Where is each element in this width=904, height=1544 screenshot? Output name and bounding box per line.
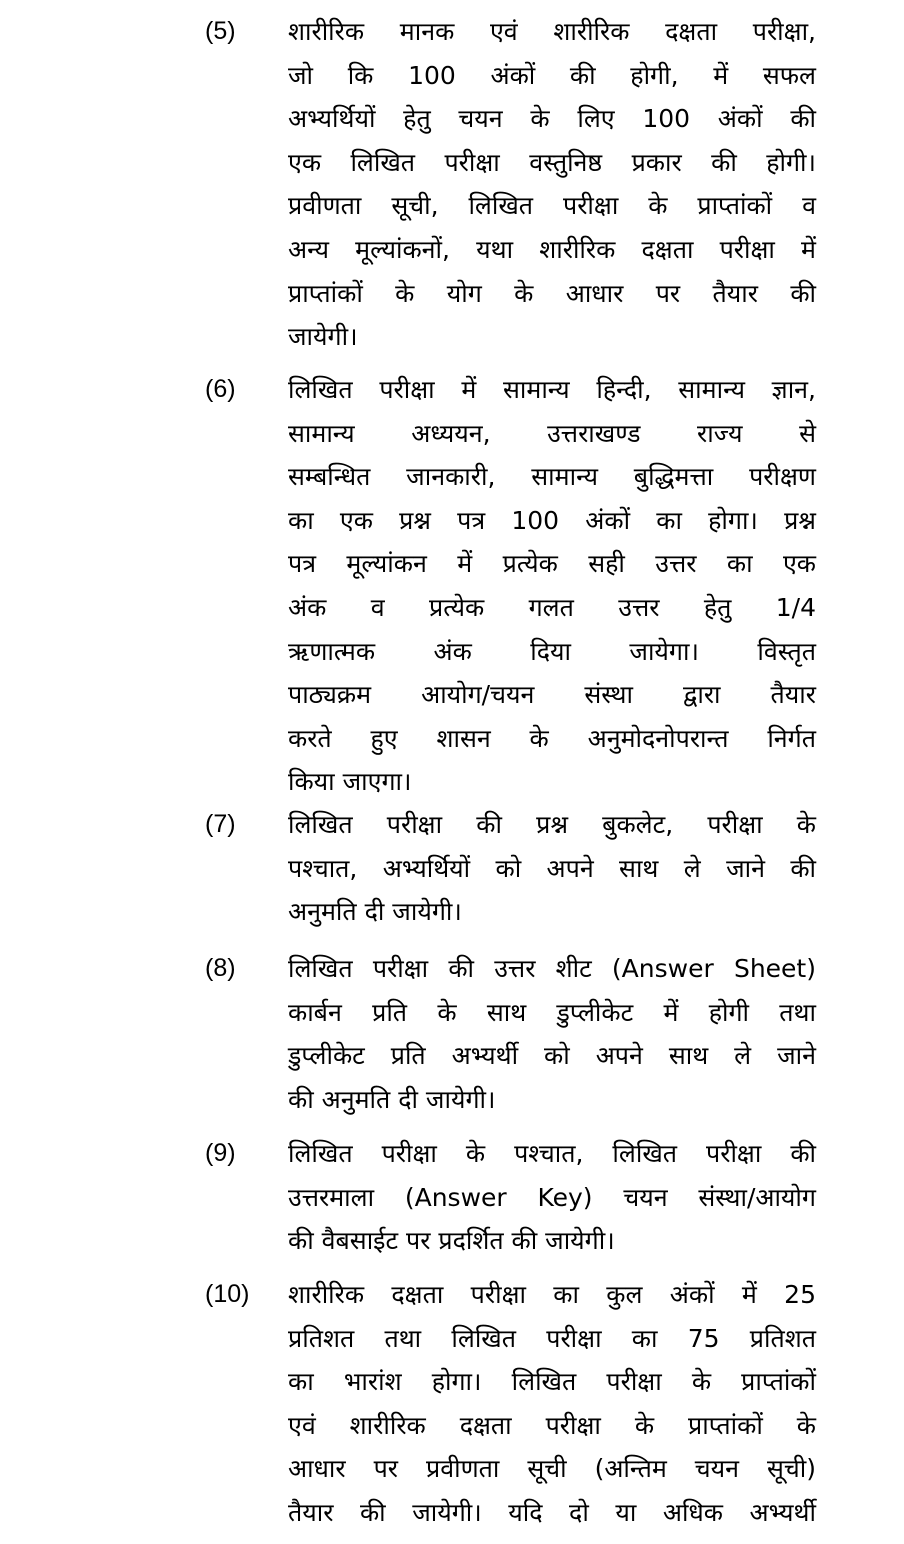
clause-text <box>288 947 816 1121</box>
clause-text <box>288 10 816 359</box>
text-line: प्रवीणता सूची, लिखित परीक्षा के प्राप्तांकों व <box>288 191 816 221</box>
text-line: एक लिखित परीक्षा वस्तुनिष्ठ प्रकार की होगी। <box>288 147 816 177</box>
text-line: अभ्यर्थियों हेतु चयन के लिए 100 अंकों की <box>288 104 816 134</box>
clause-number: (7) <box>205 810 236 838</box>
clause-number: (10) <box>205 1280 250 1308</box>
text-line: करते हुए शासन के अनुमोदनोपरान्त निर्गत <box>288 723 816 753</box>
text-line: आधार पर प्रवीणता सूची (अन्तिम चयन सूची) <box>288 1454 816 1484</box>
clause-text <box>288 1132 816 1263</box>
text-line: तैयार की जायेगी। यदि दो या अधिक अभ्यर्थी <box>288 1497 816 1527</box>
text-line: अंक व प्रत्येक गलत उत्तर हेतु 1/4 <box>288 592 816 622</box>
text-line: अनुमति दी जायेगी। <box>288 897 462 927</box>
clause-number: (6) <box>205 375 236 403</box>
clause-text <box>288 803 816 934</box>
text-line: जो कि 100 अंकों की होगी, में सफल <box>288 60 816 90</box>
text-line: प्रतिशत तथा लिखित परीक्षा का 75 प्रतिशत <box>288 1323 816 1353</box>
text-line: जायेगी। <box>288 322 358 352</box>
clause-number: (8) <box>205 954 236 982</box>
text-line: उत्तरमाला (Answer Key) चयन संस्था/आयोग <box>288 1182 816 1212</box>
text-line: सामान्य अध्ययन, उत्तराखण्ड राज्य से <box>288 418 816 448</box>
clause-text <box>288 1273 816 1535</box>
text-line: एवं शारीरिक दक्षता परीक्षा के प्राप्तांकों के <box>288 1410 816 1440</box>
text-line: ऋणात्मक अंक दिया जायेगा। विस्तृत <box>288 636 816 666</box>
text-line: किया जाएगा। <box>288 767 412 797</box>
text-line: लिखित परीक्षा में सामान्य हिन्दी, सामान्य ज्ञान, <box>288 375 816 404</box>
text-line: प्राप्तांकों के योग के आधार पर तैयार की <box>288 278 816 308</box>
text-line: की वैबसाईट पर प्रदर्शित की जायेगी। <box>288 1226 615 1256</box>
text-line: शारीरिक मानक एवं शारीरिक दक्षता परीक्षा, <box>288 17 816 46</box>
text-line: लिखित परीक्षा की प्रश्न बुकलेट, परीक्षा के <box>288 810 816 839</box>
text-line: का भारांश होगा। लिखित परीक्षा के प्राप्तांकों <box>288 1367 816 1397</box>
text-line: का एक प्रश्न पत्र 100 अंकों का होगा। प्रश्न <box>288 505 816 535</box>
text-line: अन्य मूल्यांकनों, यथा शारीरिक दक्षता परीक्षा में <box>288 234 816 264</box>
clause-text <box>288 368 816 804</box>
text-line: सम्बन्धित जानकारी, सामान्य बुद्धिमत्ता परीक्षण <box>288 462 816 492</box>
text-line: डुप्लीकेट प्रति अभ्यर्थी को अपने साथ ले जाने <box>288 1041 816 1071</box>
text-line: पत्र मूल्यांकन में प्रत्येक सही उत्तर का एक <box>288 549 816 579</box>
text-line: शारीरिक दक्षता परीक्षा का कुल अंकों में 25 <box>288 1280 816 1309</box>
text-line: पाठ्यक्रम आयोग/चयन संस्था द्वारा तैयार <box>288 680 816 710</box>
text-line: की अनुमति दी जायेगी। <box>288 1084 496 1114</box>
text-line: लिखित परीक्षा के पश्चात, लिखित परीक्षा की <box>288 1139 816 1168</box>
text-line: लिखित परीक्षा की उत्तर शीट (Answer Sheet) <box>288 954 816 983</box>
clause-number: (9) <box>205 1139 236 1167</box>
text-line: पश्चात, अभ्यर्थियों को अपने साथ ले जाने की <box>288 853 816 883</box>
text-line: कार्बन प्रति के साथ डुप्लीकेट में होगी तथा <box>288 997 816 1027</box>
clause-number: (5) <box>205 17 236 45</box>
